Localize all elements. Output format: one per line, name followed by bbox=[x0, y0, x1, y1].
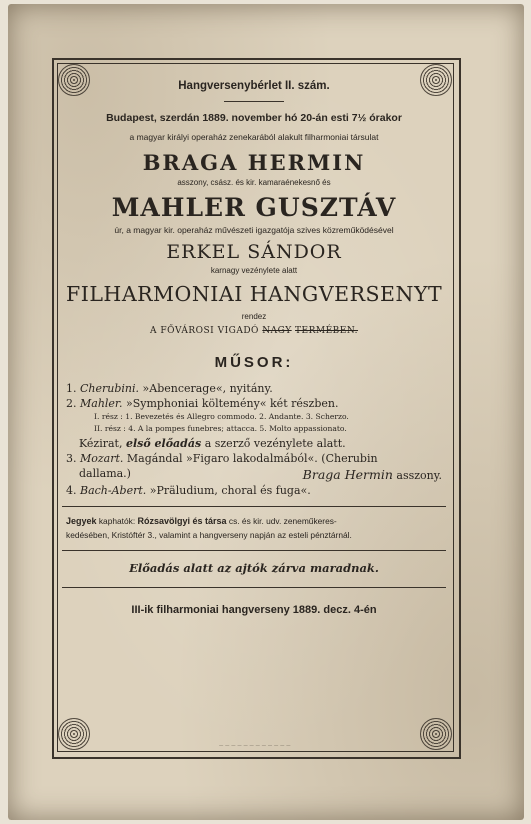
program-item-2-composer: Mahler. bbox=[80, 397, 123, 411]
program-item-3-line2 bbox=[66, 466, 442, 483]
next-concert: III-ik filharmoniai hangverseny 1889. decz. 4-én bbox=[131, 604, 377, 617]
program-list bbox=[66, 381, 442, 498]
program-item-4-text: »Präludium, choral és fuga«. bbox=[149, 484, 311, 498]
program-item-3-singer-group bbox=[303, 466, 442, 483]
corner-ornament-bottom-right bbox=[420, 718, 452, 750]
program-item-1-num: 1. bbox=[66, 382, 77, 395]
tickets-line-1 bbox=[66, 515, 442, 529]
orchestra-line: a magyar királyi operaház zenekarából alakult filharmoniai társulat bbox=[129, 132, 379, 142]
poster-content bbox=[66, 70, 442, 616]
venue-line bbox=[66, 326, 442, 336]
program-item-2-text: »Symphoniai költemény« két részben. bbox=[125, 397, 339, 411]
program-item-2 bbox=[66, 396, 442, 411]
divider-rule bbox=[224, 101, 284, 102]
program-item-4-num: 4. bbox=[66, 484, 77, 498]
tickets-text-1b: cs. és kir. udv. zeneműkeres- bbox=[228, 516, 337, 527]
tickets-shop: Rózsavölgyi és társa bbox=[137, 516, 227, 527]
doors-notice: Előadás alatt az ajtók zárva maradnak. bbox=[129, 561, 379, 576]
tickets-info bbox=[66, 515, 442, 542]
program-item-3-text2: dallama.) bbox=[79, 466, 131, 480]
program-item-2-part1: I. rész : 1. Bevezetés és Allegro commodo. 2. Andante. 3. Scherzo. bbox=[94, 412, 349, 422]
program-heading: MŰSOR: bbox=[214, 354, 294, 371]
program-item-3-text: Magándal »Figaro lakodalmából«. (Cherubin bbox=[126, 451, 378, 465]
program-item-3-num: 3. bbox=[66, 451, 77, 465]
divider-line bbox=[62, 550, 446, 551]
erkel-name: ERKEL SÁNDOR bbox=[166, 241, 342, 263]
divider-line bbox=[62, 587, 446, 588]
program-item-2-num: 2. bbox=[66, 397, 77, 411]
venue-text-b: NAGY bbox=[262, 326, 292, 336]
venue-text-a: A FŐVÁROSI VIGADÓ bbox=[149, 326, 259, 336]
corner-ornament-bottom-left bbox=[58, 718, 90, 750]
program-item-1-text: »Abencerage«, nyitány. bbox=[142, 382, 273, 395]
printer-imprint-mark: — — — — — — — — — — — — bbox=[219, 742, 291, 747]
tickets-text-1: kaphatók: bbox=[98, 516, 136, 527]
program-item-2-part2: II. rész : 4. A la pompes funebres; attacca. 5. Molto appassionato. bbox=[94, 424, 347, 434]
program-item-1-composer: Cherubini. bbox=[80, 382, 140, 395]
braga-name: BRAGA HERMIN bbox=[142, 150, 366, 175]
braga-title: asszony, csász. és kir. kamaraénekesnő és bbox=[177, 178, 331, 187]
venue-text-c: TERMÉBEN. bbox=[295, 326, 359, 336]
program-item-4-composer: Bach-Abert. bbox=[80, 484, 147, 498]
program-item-3 bbox=[66, 451, 442, 466]
program-item-1 bbox=[66, 381, 442, 396]
series-heading: Hangversenybérlet II. szám. bbox=[178, 80, 330, 92]
program-item-2-note-b: első előadás bbox=[125, 436, 202, 450]
program-item-2-note-a: Kézirat, bbox=[79, 436, 123, 450]
program-item-2-note-c: a szerző vezénylete alatt. bbox=[204, 436, 346, 450]
program-item-4 bbox=[66, 483, 442, 498]
program-item-2-note bbox=[66, 436, 442, 451]
erkel-title: karnagy vezénylete alatt bbox=[210, 266, 298, 275]
tickets-label: Jegyek bbox=[66, 516, 97, 527]
event-title: FILHARMONIAI HANGVERSENYT bbox=[66, 282, 443, 306]
program-item-3-singer-suffix: asszony. bbox=[396, 468, 442, 482]
date-line: Budapest, szerdán 1889. november hó 20-án esti 7½ órakor bbox=[106, 112, 402, 124]
program-item-3-composer: Mozart. bbox=[80, 451, 124, 465]
divider-line bbox=[62, 506, 446, 507]
rendez-text: rendez bbox=[241, 312, 267, 321]
mahler-name: MAHLER GUSZTÁV bbox=[111, 193, 397, 222]
tickets-line-2: kedésében, Kristóftér 3., valamint a hangverseny napján az esteli pénztárnál. bbox=[66, 530, 352, 541]
program-item-3-singer: Braga Hermin bbox=[302, 466, 393, 482]
mahler-title: úr, a magyar kir. operaház művészeti igazgatója szives közreműködésével bbox=[114, 225, 394, 235]
